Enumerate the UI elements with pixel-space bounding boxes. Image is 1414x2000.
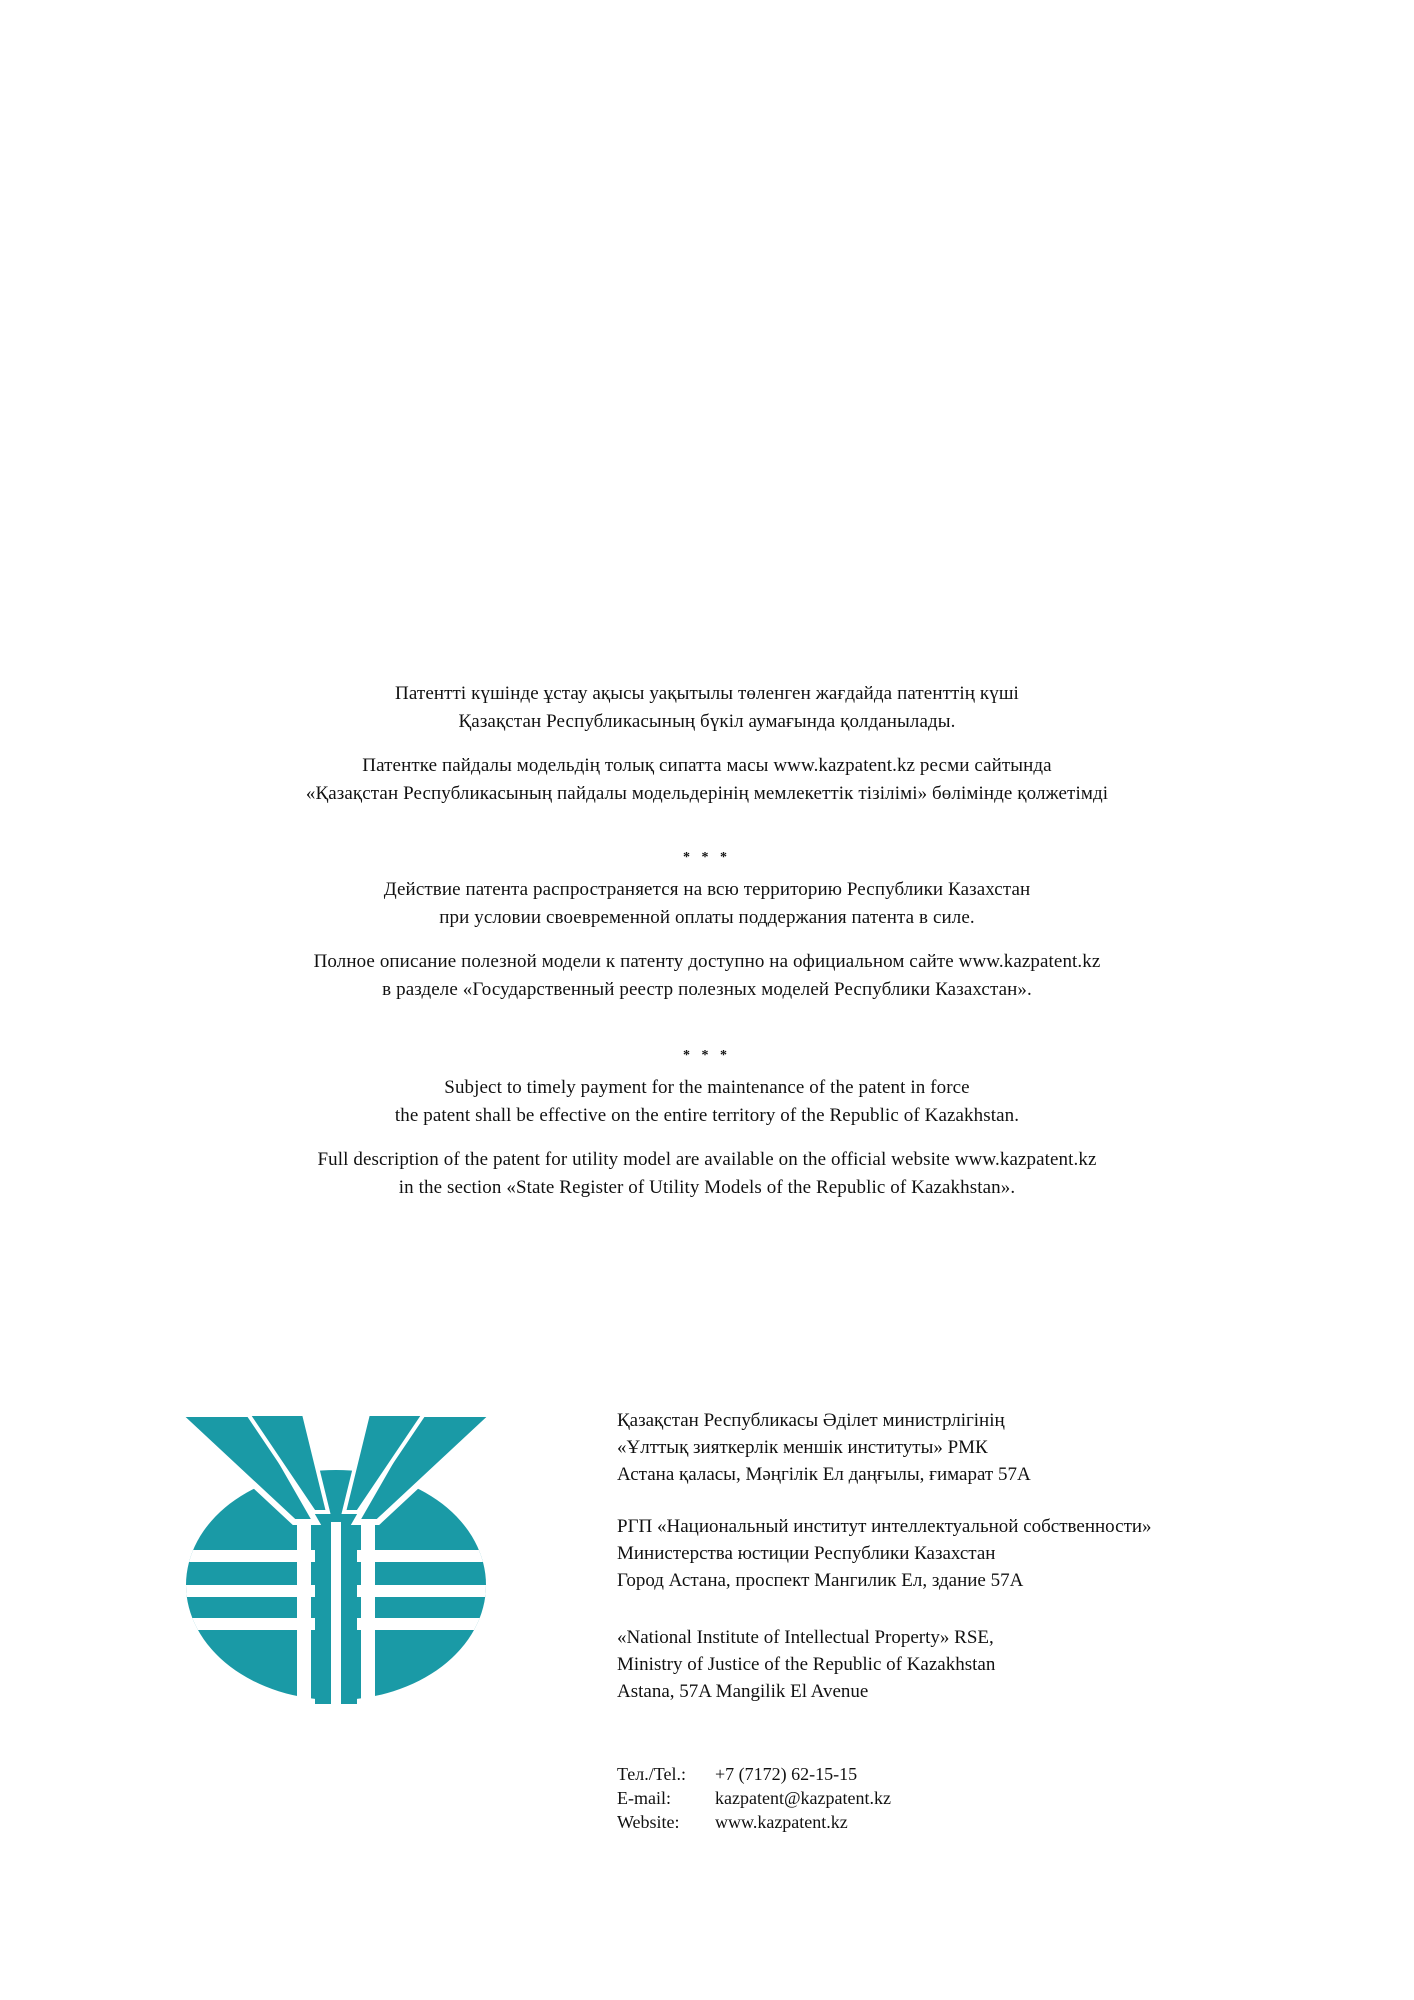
russian-line-2: при условии своевременной оплаты поддержания патента в силе. [439,907,975,928]
contact-tel-row [617,1762,891,1786]
address-kazakh [617,1407,1031,1488]
kazpatent-emblem-icon [176,1412,496,1704]
english-line-3: Full description of the patent for utility model are available on the official website www.kazpatent.kz [317,1149,1097,1170]
russian-line-1: Действие патента распространяется на всю территорию Республики Казахстан [383,879,1031,900]
english-line-2: the patent shall be effective on the entire territory of the Republic of Kazakhstan. [394,1105,1020,1126]
email-label: E-mail: [617,1788,671,1808]
address-kz-line-3: Астана қаласы, Мәңгілік Ел даңғылы, ғимарат 57А [617,1464,1031,1485]
contact-website-row [617,1810,891,1834]
separator-2: * * * [683,1048,731,1063]
separator-1: * * * [683,850,731,865]
website-value[interactable]: www.kazpatent.kz [715,1812,848,1832]
address-en-line-2: Ministry of Justice of the Republic of Kazakhstan [617,1654,996,1675]
address-ru-line-3: Город Астана, проспект Мангилик Ел, здание 57А [617,1570,1024,1591]
contacts-block [617,1762,891,1834]
address-english [617,1624,995,1705]
address-russian [617,1513,1152,1594]
address-kz-line-1: Қазақстан Республикасы Әділет министрлігінің [617,1410,1005,1431]
address-ru-line-1: РГП «Национальный институт интеллектуальной собственности» [617,1516,1152,1537]
english-line-4: in the section «State Register of Utility Models of the Republic of Kazakhstan». [398,1177,1016,1198]
kazakh-line-4: «Қазақстан Республикасының пайдалы модельдерінің мемлекеттік тізілімі» бөлімінде қолжетімді [305,783,1109,804]
email-value[interactable]: kazpatent@kazpatent.kz [715,1788,891,1808]
contact-email-row [617,1786,891,1810]
address-kz-line-2: «Ұлттық зияткерлік меншік институты» РМК [617,1437,988,1458]
kazakh-line-3: Патентке пайдалы модельдің толық сипатта масы www.kazpatent.kz ресми сайтында [362,755,1052,776]
tel-value[interactable]: +7 (7172) 62-15-15 [715,1764,858,1784]
kazakh-notice [0,680,1414,808]
russian-line-4: в разделе «Государственный реестр полезных моделей Республики Казахстан». [382,979,1032,1000]
website-label: Website: [617,1812,680,1832]
address-en-line-1: «National Institute of Intellectual Property» RSE, [617,1627,994,1648]
english-line-1: Subject to timely payment for the maintenance of the patent in force [444,1077,970,1098]
address-ru-line-2: Министерства юстиции Республики Казахстан [617,1543,996,1564]
tel-label: Тел./Tel.: [617,1764,687,1784]
emblem-svg [176,1412,496,1704]
english-notice [0,1074,1414,1202]
kazakh-line-2: Қазақстан Республикасының бүкіл аумағында қолданылады. [458,711,956,732]
russian-line-3: Полное описание полезной модели к патенту доступно на официальном сайте www.kazpatent.kz [313,951,1101,972]
kazakh-line-1: Патентті күшінде ұстау ақысы уақытылы төленген жағдайда патенттің күші [395,683,1019,704]
address-en-line-3: Astana, 57A Mangilik El Avenue [617,1681,869,1702]
russian-notice [0,876,1414,1004]
